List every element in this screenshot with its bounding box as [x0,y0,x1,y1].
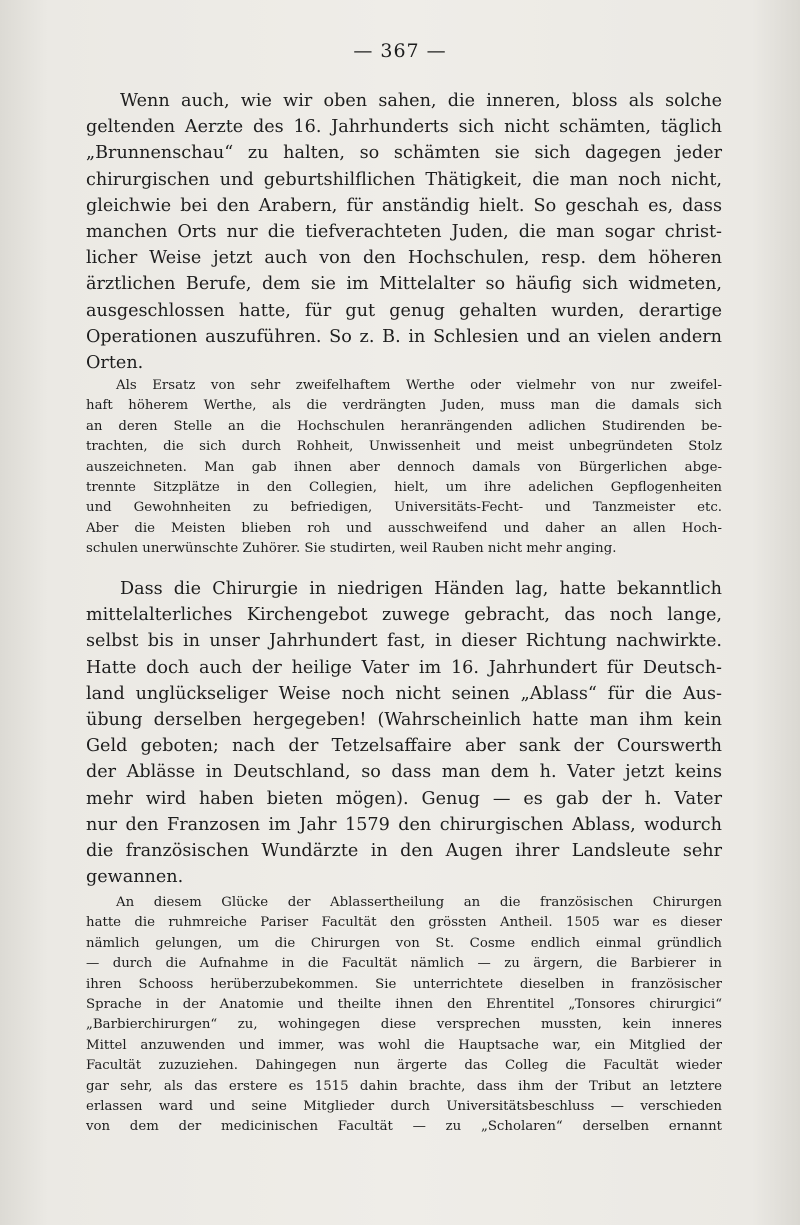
paragraph-1 [86,88,722,376]
text-line: mittelalterliches Kirchengebot zuwege gebracht, das noch lange, [86,605,722,626]
text-line: mehr wird haben bieten mögen). Genug — es gab der h. Vater [86,788,722,809]
text-line: die französischen Wundärzte in den Augen ihrer Landsleute sehr [86,840,722,861]
text-line: Hatte doch auch der heilige Vater im 16. Jahrhundert für Deutsch- [86,657,722,678]
text-line: Orten. [86,352,144,373]
text-line: Dass die Chirurgie in niedrigen Händen lag, hatte bekanntlich [120,579,722,599]
footnote-line: gar sehr, als das erstere es 1515 dahin brachte, dass ihm der Tribut an letztere [86,1078,722,1094]
text-line: licher Weise jetzt auch von den Hochschulen, resp. dem höheren [86,248,722,269]
footnote-line: schulen unerwünschte Zuhörer. Sie studirten, weil Rauben nicht mehr anging. [86,541,617,557]
footnote-line: hatte die ruhmreiche Pariser Facultät den grössten Antheil. 1505 war es dieser [86,915,722,931]
footnote-line: Aber die Meisten blieben roh und ausschweifend und daher an allen Hoch- [86,520,722,536]
text-line: geltenden Aerzte des 16. Jahrhunderts sich nicht schämten, täglich [86,117,722,138]
text-line: nur den Franzosen im Jahr 1579 den chirurgischen Ablass, wodurch [86,814,722,835]
text-line: chirurgischen und geburtshilflichen Thätigkeit, die man noch nicht, [86,169,722,190]
footnote-line: von dem der medicinischen Facultät — zu „Scholaren“ derselben ernannt [86,1119,722,1135]
footnote-line: ihren Schooss herüberzubekommen. Sie unterrichtete dieselben in französischer [86,976,722,992]
text-line: „Brunnenschau“ zu halten, so schämten sie sich dagegen jeder [86,143,722,164]
footnote-line: Facultät zuzuziehen. Dahingegen nun ärgerte das Colleg die Facultät wieder [86,1058,722,1074]
text-line: ärztlichen Berufe, dem sie im Mittelalter so häufig sich widmeten, [86,274,722,295]
footnote-line: — durch die Aufnahme in die Facultät nämlich — zu ärgern, die Barbierer in [86,956,722,972]
footnote-line: an deren Stelle an die Hochschulen heranrängenden adlichen Studirenden be- [86,418,722,434]
footnote-2 [86,893,722,1138]
footnote-line: haft höherem Werthe, als die verdrängten Juden, muss man die damals sich [86,398,722,414]
text-line: gleichwie bei den Arabern, für anständig hielt. So geschah es, dass [86,195,722,216]
footnote-line: erlassen ward und seine Mitglieder durch Universitätsbeschluss — verschieden [86,1098,722,1114]
page-number: — 367 — [353,40,447,62]
footnote-line: An diesem Glücke der Ablassertheilung an die französischen Chirurgen [116,895,722,910]
footnote-1 [86,376,722,560]
text-line: selbst bis in unser Jahrhundert fast, in dieser Richtung nachwirkte. [86,631,722,652]
footnote-line: und Gewohnheiten zu befriedigen, Universitäts-Fecht- und Tanzmeister etc. [86,500,722,516]
text-line: Wenn auch, wie wir oben sahen, die inneren, bloss als solche [120,91,722,111]
text-line: ausgeschlossen hatte, für gut genug gehalten wurden, derartige [86,300,722,321]
footnote-line: Mittel anzuwenden und immer, was wohl die Hauptsache war, ein Mitglied der [86,1037,722,1053]
footnote-line: trennte Sitzplätze in den Collegien, hielt, um ihre adelichen Gepflogenheiten [86,479,722,495]
text-line: gewannen. [86,867,184,888]
text-line: manchen Orts nur die tiefverachteten Juden, die man sogar christ- [86,221,722,242]
text-line: übung derselben hergegeben! (Wahrscheinlich hatte man ihm kein [86,709,722,730]
text-line: Geld geboten; nach der Tetzelsaffaire aber sank der Courswerth [86,736,722,757]
footnote-line: auszeichneten. Man gab ihnen aber dennoch damals von Bürgerlichen abge- [86,459,722,475]
footnote-line: Sprache in der Anatomie und theilte ihnen den Ehrentitel „Tonsores chirurgici“ [86,996,722,1012]
footnote-line: „Barbierchirurgen“ zu, wohingegen diese versprechen mussten, kein inneres [86,1017,722,1033]
footnote-line: Als Ersatz von sehr zweifelhaftem Werthe oder vielmehr von nur zweifel- [116,378,722,393]
footnote-line: nämlich gelungen, um die Chirurgen von St. Cosme endlich einmal gründlich [86,935,722,951]
text-line: der Ablässe in Deutschland, so dass man dem h. Vater jetzt keins [86,762,722,783]
text-line: land unglückseliger Weise noch nicht seinen „Ablass“ für die Aus- [86,683,722,704]
paragraph-2 [86,576,722,890]
text-line: Operationen auszuführen. So z. B. in Schlesien und an vielen andern [86,326,722,347]
footnote-line: trachten, die sich durch Rohheit, Unwissenheit und meist unbegründeten Stolz [86,439,722,455]
